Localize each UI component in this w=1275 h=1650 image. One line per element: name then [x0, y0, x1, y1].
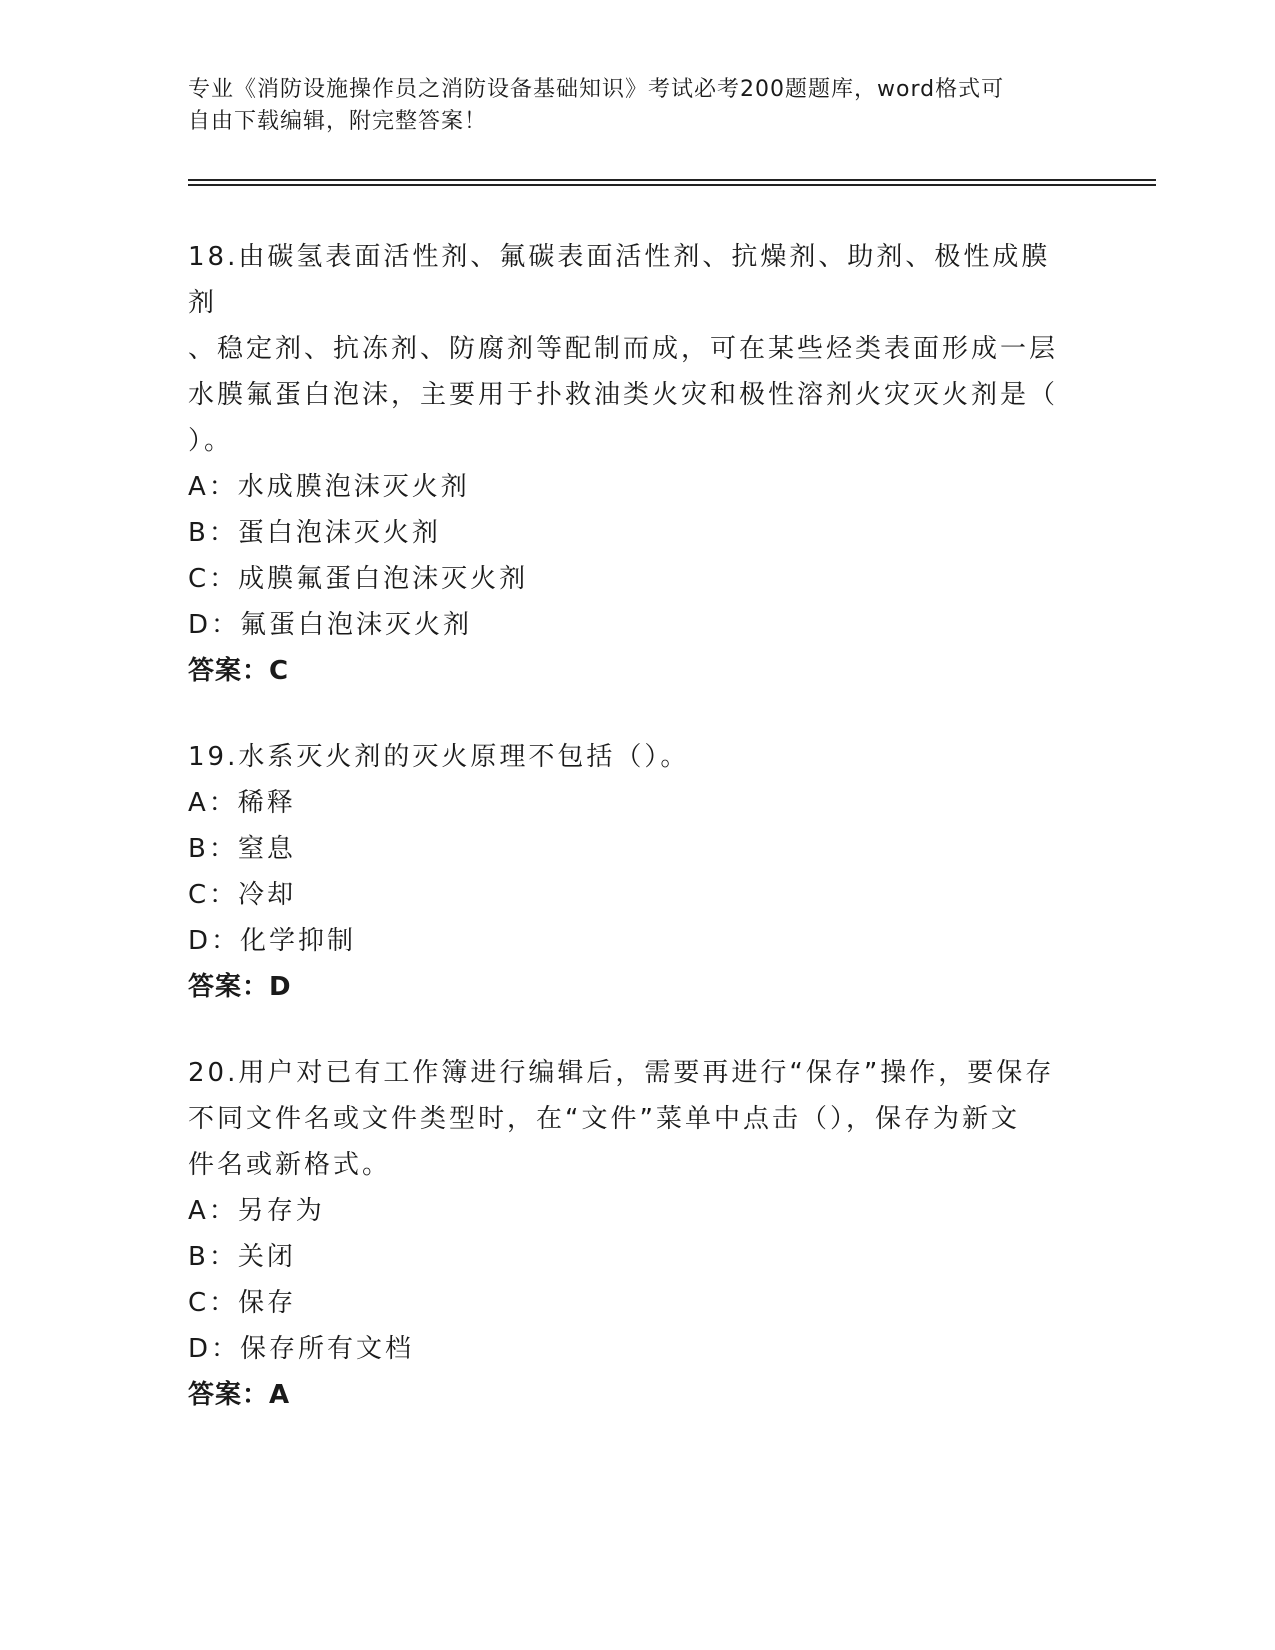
- option-d: D：保存所有文档: [188, 1334, 415, 1364]
- question-text-line: 水膜氟蛋白泡沫，主要用于扑救油类火灾和极性溶剂火灾灭火剂是（: [188, 380, 1059, 410]
- option-a: A：稀释: [188, 788, 296, 818]
- question-text-line: 20.用户对已有工作簿进行编辑后，需要再进行“保存”操作，要保存: [188, 1058, 1055, 1088]
- document-header: [188, 74, 1068, 138]
- answer-label: 答案：D: [188, 972, 292, 1002]
- option-c: C：保存: [188, 1288, 297, 1318]
- question-text-line: 19.水系灭火剂的灭火原理不包括（）。: [188, 742, 690, 772]
- header-divider-bottom: [188, 184, 1156, 186]
- answer-label: 答案：C: [188, 656, 290, 686]
- header-line-1: 专业《消防设施操作员之消防设备基础知识》考试必考200题题库，word格式可: [188, 77, 1005, 102]
- question-text-line: 不同文件名或文件类型时，在“文件”菜单中点击（），保存为新文: [188, 1104, 1020, 1134]
- question-text-line: 、稳定剂、抗冻剂、防腐剂等配制而成，可在某些烃类表面形成一层: [188, 334, 1059, 364]
- option-d: D：氟蛋白泡沫灭火剂: [188, 610, 473, 640]
- option-c: C：成膜氟蛋白泡沫灭火剂: [188, 564, 529, 594]
- question-list: [188, 234, 1068, 1458]
- option-a: A：另存为: [188, 1196, 325, 1226]
- option-b: B：关闭: [188, 1242, 296, 1272]
- header-line-2: 自由下载编辑，附完整答案！: [188, 109, 488, 134]
- header-divider-top: [188, 179, 1156, 181]
- question-18: [188, 234, 1068, 694]
- question-20: [188, 1050, 1068, 1418]
- question-text-line: 18.由碳氢表面活性剂、氟碳表面活性剂、抗燥剂、助剂、极性成膜剂: [188, 242, 1051, 318]
- question-text-line: 件名或新格式。: [188, 1150, 392, 1180]
- option-b: B：窒息: [188, 834, 296, 864]
- option-b: B：蛋白泡沫灭火剂: [188, 518, 441, 548]
- option-a: A：水成膜泡沫灭火剂: [188, 472, 470, 502]
- question-text-line: ）。: [188, 426, 234, 456]
- option-c: C：冷却: [188, 880, 297, 910]
- answer-label: 答案：A: [188, 1380, 291, 1410]
- question-19: [188, 734, 1068, 1010]
- option-d: D：化学抑制: [188, 926, 357, 956]
